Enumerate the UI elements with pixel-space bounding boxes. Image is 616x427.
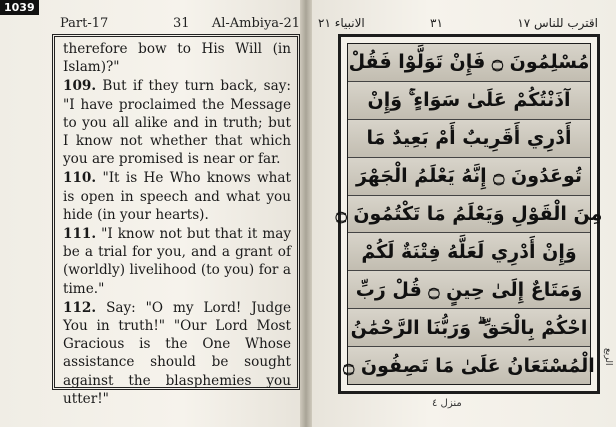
verse-text: "It is He Who knows what is open in speech and what you hide (in your hearts). [63,170,291,223]
verse-number: 110. [63,170,97,187]
right-page-number: ٣١ [430,16,443,30]
verse-paragraph [63,169,291,224]
arabic-line: وَمَتَاعٌ إِلَىٰ حِينٍ ۝ قُلْ رَبِّ [348,271,590,309]
arabic-surah-label: الانبياء ٢١ [318,16,365,30]
arabic-line: الْمُسْتَعَانُ عَلَىٰ مَا تَصِفُونَ ۝ [348,347,590,384]
verse-text: But if they turn back, say: "I have proclaimed the Message to you all alike and in truth; but I know not whether that which you are promised is near or far. [63,78,291,168]
verse-number: 112. [63,299,97,316]
verse-text: therefore bow to His Will (in Islam)?" [63,41,291,76]
part-label: Part-17 [60,16,109,31]
arabic-lines [335,43,603,385]
image-number-badge: 1039 [0,0,39,15]
arabic-text-frame [335,34,603,394]
verse-number: 109. [63,78,97,95]
margin-mark: الربع [603,348,613,366]
right-page-header [318,16,598,32]
left-page-header [60,16,300,32]
verse-paragraph [63,225,291,298]
arabic-line: مُسْلِمُونَ ۝ فَإِنْ تَوَلَّوْا فَقُلْ [348,44,590,82]
left-page-number: 31 [173,16,190,31]
verse-number: 111. [63,226,97,243]
book-gutter [300,0,312,427]
verse-paragraph [63,77,291,168]
manzil-footer: منزل ٤ [432,398,462,409]
arabic-line: وَإِنْ أَدْرِي لَعَلَّهُ فِتْنَةٌ لَكُمْ [348,233,590,271]
arabic-part-label: اقترب للناس ١٧ [517,16,598,30]
verse-paragraph [63,40,291,76]
arabic-line: احْكُمْ بِالْحَقِّ ۗ وَرَبُّنَا الرَّحْمَٰنُ [348,309,590,347]
english-text-block [63,40,291,408]
verse-paragraph [63,299,291,408]
arabic-line: آذَنْتُكُمْ عَلَىٰ سَوَاءٍ ۚ وَإِنْ [348,82,590,120]
english-translation-frame [52,34,300,407]
surah-label: Al-Ambiya-21 [211,16,300,31]
verse-text: Say: "O my Lord! Judge You in truth!" "Our Lord Most Gracious is the One Whose assistance should be sought against the blasphemies you utter!" [63,299,291,407]
arabic-line: أَدْرِي أَقَرِيبٌ أَمْ بَعِيدٌ مَا [348,120,590,158]
arabic-line: مِنَ الْقَوْلِ وَيَعْلَمُ مَا تَكْتُمُونَ ۝ [348,196,590,234]
arabic-line: تُوعَدُونَ ۝ إِنَّهُ يَعْلَمُ الْجَهْرَ [348,158,590,196]
verse-text: "I know not but that it may be a trial for you, and a grant of (worldly) livelihood (to you) for a time." [63,226,291,297]
